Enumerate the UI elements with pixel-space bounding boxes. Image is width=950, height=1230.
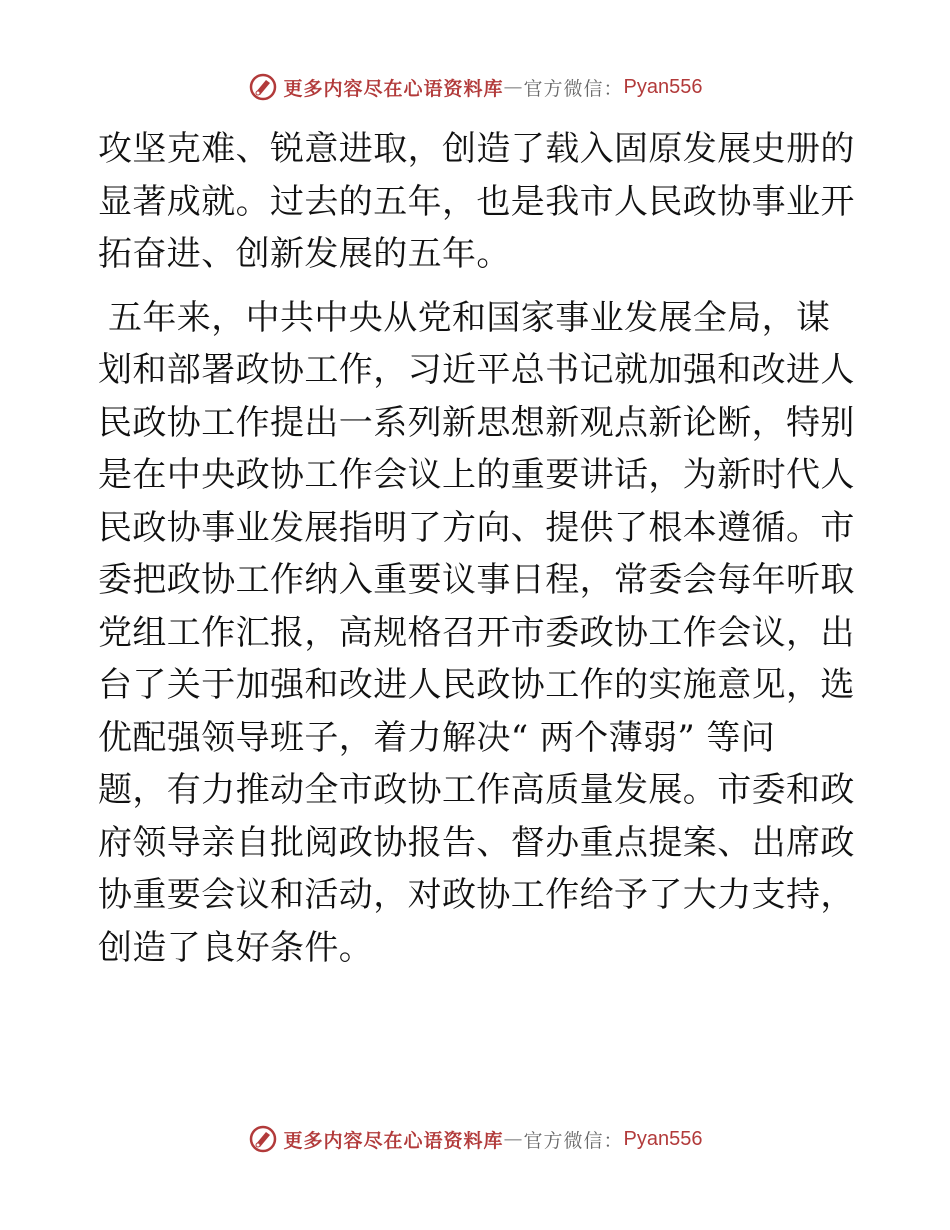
- text-line: 拓奋进、创新发展的五年。: [98, 234, 511, 274]
- watermark-wechat-id: Pyan556: [623, 75, 703, 98]
- text-line: 显著成就。过去的五年，也是我市人民政协事业开: [98, 181, 855, 222]
- text-line: 题，有力推动全市政协工作高质量发展。市委和政: [98, 770, 855, 810]
- text-line: 民政协事业发展指明了方向、提供了根本遵循。市: [98, 507, 855, 548]
- text-line: 是在中央政协工作会议上的重要讲话，为新时代人: [98, 455, 855, 495]
- text-line: 创造了良好条件。: [98, 927, 374, 968]
- text-line: 党组工作汇报，高规格召开市委政协工作会议，出: [98, 612, 855, 653]
- stamp-logo-icon: [248, 72, 278, 102]
- text-line: 优配强领导班子，着力解决“ 两个薄弱” 等问: [98, 717, 776, 758]
- document-body: [98, 123, 855, 974]
- text-line: 划和部署政协工作，习近平总书记就加强和改进人: [98, 350, 855, 390]
- header-watermark: [0, 72, 950, 102]
- stamp-logo-icon: [248, 1124, 278, 1154]
- text-line: 台了关于加强和改进人民政协工作的实施意见，选: [98, 665, 855, 705]
- text-line: 府领导亲自批阅政协报告、督办重点提案、出席政: [98, 822, 855, 863]
- watermark-wechat-label: 官方微信：: [523, 1129, 624, 1152]
- text-line: 委把政协工作纳入重要议事日程，常委会每年听取: [98, 560, 855, 600]
- watermark-brand: 更多内容尽在心语资料库: [283, 1129, 504, 1152]
- watermark-wechat-label: 官方微信：: [523, 77, 624, 100]
- text-line: 协重要会议和活动，对政协工作给予了大力支持，: [98, 875, 855, 915]
- paragraph-1: [98, 123, 855, 281]
- watermark-dash: —: [503, 1128, 524, 1150]
- watermark-dash: —: [503, 76, 524, 98]
- paragraph-2: [98, 292, 855, 975]
- text-line: 民政协工作提出一系列新思想新观点新论断，特别: [98, 402, 855, 443]
- watermark-brand: 更多内容尽在心语资料库: [283, 77, 504, 100]
- text-line: 五年来，中共中央从党和国家事业发展全局，谋: [108, 297, 831, 338]
- text-line: 攻坚克难、锐意进取，创造了载入固原发展史册的: [98, 129, 855, 169]
- watermark-wechat-id: Pyan556: [623, 1127, 703, 1150]
- footer-watermark: [0, 1124, 950, 1154]
